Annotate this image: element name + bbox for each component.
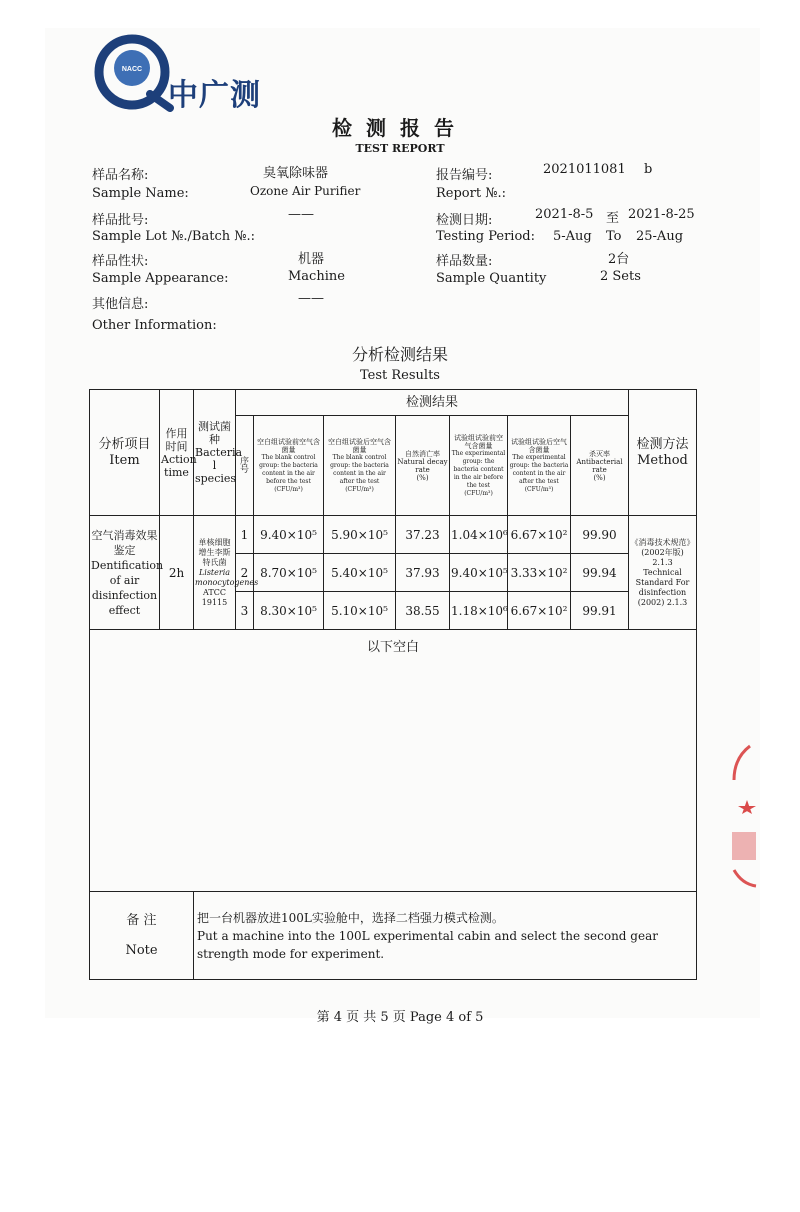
appearance-label-en: Sample Appearance: — [92, 271, 229, 286]
report-no-label-cn: 报告编号: — [436, 168, 493, 183]
row-no: 3 — [236, 592, 254, 630]
bacteria-cn: 单核细胞增生李斯特氏菌 — [198, 537, 231, 567]
item-cn: 空气消毒效果鉴定 — [91, 528, 158, 557]
section-title-cn: 分析检测结果 — [351, 345, 448, 364]
col-blank-after-unit: (CFU/m³) — [345, 485, 374, 493]
bacteria-latin: Listeria monocytogenes — [195, 567, 259, 587]
col-no-header: 序号 — [236, 416, 254, 516]
report-no-value: 2021011081 — [543, 162, 626, 177]
sample-name-label-cn: 样品名称: — [92, 168, 149, 183]
blank-before-value: 8.70×10⁵ — [254, 554, 324, 592]
results-group-header: 检测结果 — [236, 390, 629, 416]
rate-value: 99.94 — [571, 554, 629, 592]
col-blank-before-unit: (CFU/m³) — [274, 485, 303, 493]
note-label-cell — [90, 892, 194, 980]
note-label-cn: 备 注 — [126, 912, 157, 928]
method-cn: 《消毒技术规范》(2002年版) 2.1.3 — [630, 537, 695, 567]
quantity-value-en: 2 Sets — [600, 269, 641, 284]
col-decay-unit: (%) — [416, 473, 429, 482]
quantity-value-cn: 2台 — [608, 252, 630, 267]
col-exp-after-cn: 试验组试验后空气含菌量 — [511, 437, 567, 454]
col-decay-en: Natural decay rate — [397, 457, 448, 474]
exp-before-value: 1.18×10⁶ — [450, 592, 508, 630]
row-no: 1 — [236, 516, 254, 554]
method-en: Technical Standard For disinfection (2002) 2.1.3 — [635, 567, 690, 607]
sample-name-value-en: Ozone Air Purifier — [250, 184, 361, 198]
col-exp-after-en: The experimental group: the bacteria content in the air after the test — [509, 453, 569, 485]
col-blank-before-en: The blank control group: the bacteria content in the air before the test — [259, 453, 318, 485]
decay-value: 37.23 — [396, 516, 450, 554]
col-bacteria-cn: 测试菌种 — [198, 420, 231, 446]
exp-before-value: 1.04×10⁶ — [450, 516, 508, 554]
col-exp-before-en: The experimental group: the bacteria content in the air before the test — [451, 449, 506, 489]
note-text-en: Put a machine into the 100L experimental cabin and select the second gear strength mode for experiment. — [197, 928, 658, 961]
col-rate-cn: 杀灭率 — [589, 449, 610, 458]
rate-value: 99.91 — [571, 592, 629, 630]
date-from: 2021-8-5 — [535, 207, 594, 222]
sample-name-value-cn: 臭氧除味器 — [263, 166, 329, 181]
bacteria-strain: ATCC 19115 — [201, 587, 228, 607]
bacteria-cell — [194, 516, 259, 630]
lot-label-en: Sample Lot №./Batch №.: — [92, 229, 256, 244]
blank-before-value: 8.30×10⁵ — [254, 592, 324, 630]
other-label-en: Other Information: — [92, 318, 217, 333]
date-to: 2021-8-25 — [628, 207, 695, 222]
date-to-label: 至 — [606, 211, 620, 226]
exp-before-value: 9.40×10⁵ — [450, 554, 508, 592]
note-label-en: Note — [125, 942, 158, 958]
col-item-header — [90, 390, 160, 516]
decay-value: 38.55 — [396, 592, 450, 630]
quantity-label-en: Sample Quantity — [436, 271, 547, 286]
col-exp-before-unit: (CFU/m³) — [464, 489, 493, 497]
time-cell: 2h — [160, 516, 194, 630]
logo-badge: NACC — [121, 66, 143, 73]
section-title-en: Test Results — [360, 368, 440, 383]
period-to: 25-Aug — [636, 229, 684, 244]
item-en: Dentification of air disinfection effect — [91, 558, 164, 617]
date-label-cn: 检测日期: — [436, 213, 493, 228]
col-blank-after-en: The blank control group: the bacteria content in the air after the test — [330, 453, 389, 485]
report-no-label-en: Report №.: — [436, 186, 507, 201]
row-no: 2 — [236, 554, 254, 592]
report-no-suffix: b — [644, 162, 653, 177]
col-exp-before-header — [450, 416, 508, 516]
sample-name-label-en: Sample Name: — [92, 186, 189, 201]
col-rate-header — [571, 416, 629, 516]
results-table — [89, 389, 697, 980]
period-label-en: Testing Period: — [436, 229, 535, 244]
col-item-en: Item — [109, 452, 140, 468]
blank-after-value: 5.40×10⁵ — [324, 554, 396, 592]
col-time-cn: 作用时间 — [165, 426, 188, 453]
page-footer: 第 4 页 共 5 页 Page 4 of 5 — [316, 1010, 484, 1025]
col-rate-en: Antibacterial rate — [576, 457, 623, 474]
logo-text: 中广测 — [168, 78, 261, 113]
col-method-cn: 检测方法 — [636, 436, 689, 452]
col-bacteria-header — [194, 390, 243, 516]
exp-after-value: 6.67×10² — [508, 592, 571, 630]
col-decay-header — [396, 416, 450, 516]
col-method-en: Method — [637, 452, 688, 468]
col-exp-after-header — [508, 416, 571, 516]
col-blank-before-header — [254, 416, 324, 516]
col-blank-after-cn: 空白组试验后空气含菌量 — [328, 437, 391, 454]
col-rate-unit: (%) — [593, 473, 606, 482]
blank-before-value: 9.40×10⁵ — [254, 516, 324, 554]
decay-value: 37.93 — [396, 554, 450, 592]
blank-after-value: 5.90×10⁵ — [324, 516, 396, 554]
appearance-value-en: Machine — [288, 269, 345, 284]
red-seal-stamp — [728, 740, 758, 890]
appearance-label-cn: 样品性状: — [92, 254, 149, 269]
col-blank-before-cn: 空白组试验前空气含菌量 — [257, 437, 320, 454]
col-time-en: Action time — [161, 452, 197, 479]
blank-after-value: 5.10×10⁵ — [324, 592, 396, 630]
col-decay-cn: 自然消亡率 — [405, 449, 440, 458]
period-to-word: To — [606, 229, 622, 244]
col-blank-after-header — [324, 416, 396, 516]
col-item-cn: 分析项目 — [98, 436, 151, 452]
col-exp-after-unit: (CFU/m³) — [524, 485, 554, 493]
quantity-label-cn: 样品数量: — [436, 254, 493, 269]
col-exp-before-cn: 试验组试验前空气含菌量 — [454, 433, 503, 450]
other-value: —— — [298, 291, 324, 306]
lot-label-cn: 样品批号: — [92, 213, 149, 228]
method-cell — [629, 516, 697, 630]
appearance-value-cn: 机器 — [298, 252, 325, 267]
col-method-header — [629, 390, 697, 516]
note-text-cn: 把一台机器放进100L实验舱中，选择二档强力模式检测。 — [197, 910, 504, 925]
exp-after-value: 6.67×10² — [508, 516, 571, 554]
table-row — [90, 516, 697, 554]
lot-value: —— — [288, 207, 314, 222]
exp-after-value: 3.33×10² — [508, 554, 571, 592]
period-from: 5-Aug — [553, 229, 592, 244]
col-time-header — [160, 390, 197, 516]
col-bacteria-en: Bacteria l species — [195, 446, 243, 485]
rate-value: 99.90 — [571, 516, 629, 554]
other-label-cn: 其他信息: — [92, 297, 149, 312]
report-title-en: TEST REPORT — [355, 142, 445, 155]
item-cell — [90, 516, 164, 630]
report-title-cn: 检测报告 — [332, 116, 468, 140]
note-text-cell — [194, 892, 697, 980]
blank-below-cell: 以下空白 — [90, 630, 697, 892]
